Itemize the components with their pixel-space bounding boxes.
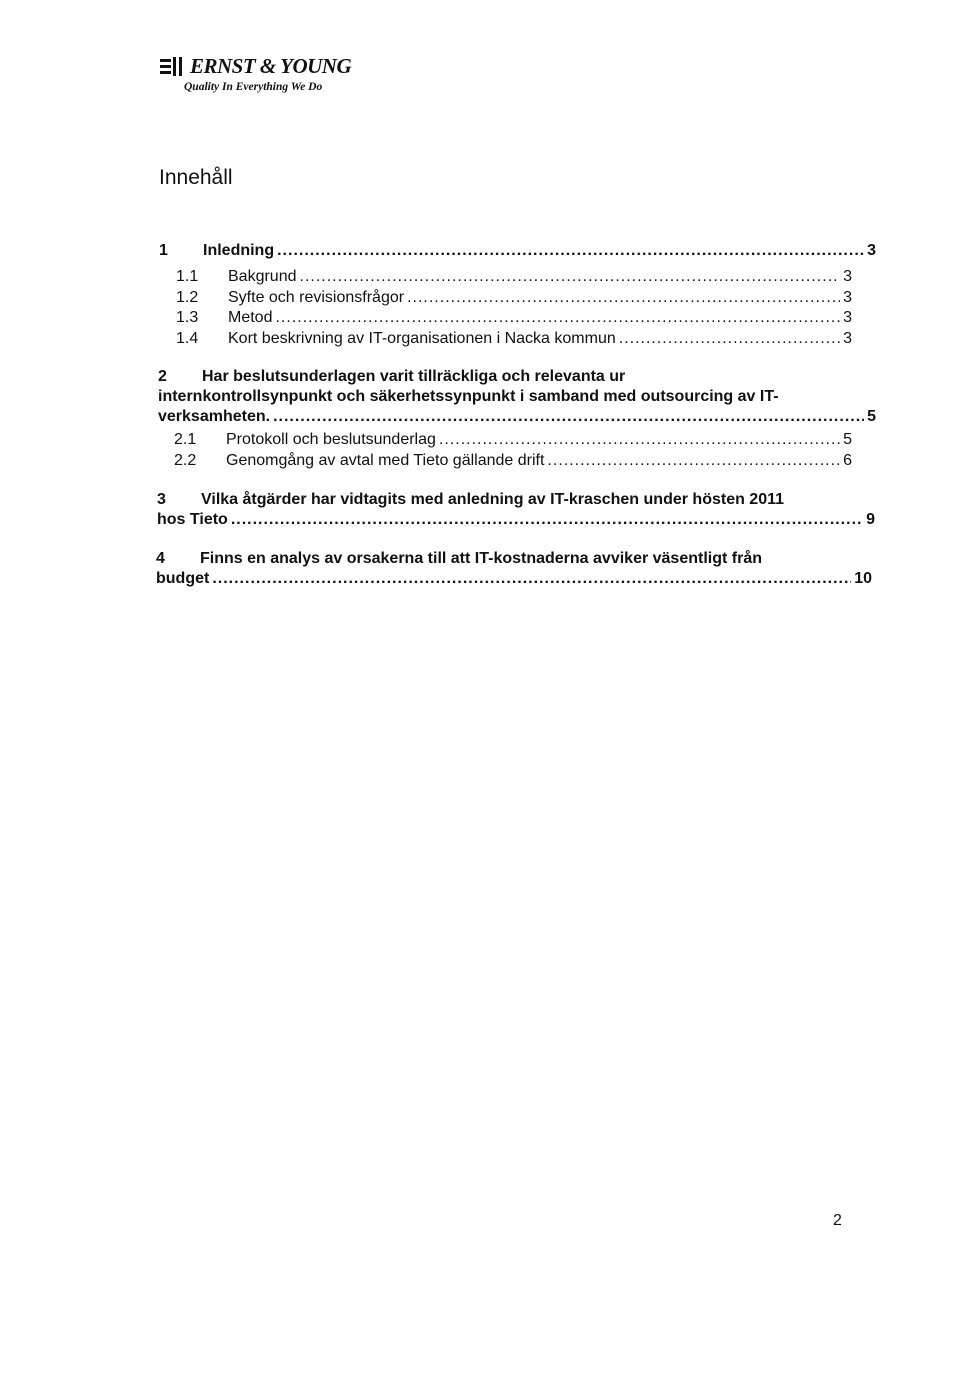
toc-entry-number: 2.1 — [174, 431, 197, 448]
toc-entry-2-2[interactable] — [174, 452, 852, 470]
toc-leader-dots — [439, 431, 840, 449]
toc-entry-2[interactable] — [158, 367, 878, 427]
toc-entry-title: Metod — [228, 309, 273, 326]
toc-entry-title-line3: verksamheten. — [158, 408, 271, 425]
toc-entry-page: 6 — [843, 452, 852, 469]
toc-entry-1-3[interactable] — [176, 309, 852, 327]
toc-entry-number: 4 — [156, 550, 165, 567]
toc-entry-title: Inledning — [203, 242, 275, 259]
toc-entry-number: 1.3 — [176, 309, 199, 326]
logo-name: ERNST & YOUNG — [190, 54, 352, 78]
toc-entry-title-line2: internkontrollsynpunkt och säkerhetssynpunkt i samband med outsourcing av IT- — [158, 388, 779, 405]
toc-entry-number: 1.2 — [176, 289, 199, 306]
toc-leader-dots — [231, 510, 863, 530]
toc-entry-1[interactable] — [159, 242, 876, 260]
toc-entry-1-1[interactable] — [176, 268, 852, 286]
toc-leader-dots — [212, 569, 851, 589]
toc-leader-dots — [273, 407, 864, 427]
toc-entry-number: 1.4 — [176, 330, 199, 347]
toc-entry-1-2[interactable] — [176, 289, 852, 307]
toc-entry-page: 3 — [843, 268, 852, 285]
toc-entry-page: 5 — [843, 431, 852, 448]
toc-entry-page: 3 — [843, 330, 852, 347]
toc-entry-4[interactable] — [156, 549, 876, 589]
logo-tagline: Quality In Everything We Do — [184, 81, 323, 93]
toc-entry-number: 1.1 — [176, 268, 199, 285]
toc-entry-title: Bakgrund — [228, 268, 297, 285]
toc-entry-title-line1: Finns en analys av orsakerna till att IT-kostnaderna avviker väsentligt från — [200, 550, 762, 567]
toc-entry-title-line2: budget — [156, 570, 210, 587]
toc-leader-dots — [300, 268, 841, 286]
toc-leader-dots — [275, 309, 840, 327]
ernst-young-logo — [160, 54, 351, 93]
page-title: Innehåll — [159, 166, 233, 189]
toc-leader-dots — [547, 452, 840, 470]
toc-entry-title-line1: Vilka åtgärder har vidtagits med anledning av IT-kraschen under hösten 2011 — [201, 491, 785, 508]
toc-entry-number: 1 — [159, 242, 168, 259]
toc-entry-page: 9 — [866, 511, 875, 528]
toc-leader-dots — [277, 242, 864, 260]
toc-entry-title: Syfte och revisionsfrågor — [228, 289, 405, 306]
toc-entry-3[interactable] — [157, 490, 877, 530]
toc-entry-1-4[interactable] — [176, 330, 852, 348]
toc-entry-page: 3 — [843, 289, 852, 306]
toc-entry-page: 3 — [867, 242, 876, 259]
toc-entry-page: 3 — [843, 309, 852, 326]
toc-entry-title: Kort beskrivning av IT-organisationen i Nacka kommun — [228, 330, 616, 347]
toc-entry-page: 10 — [854, 570, 872, 587]
toc-entry-title-line1: Har beslutsunderlagen varit tillräckliga och relevanta ur — [202, 368, 626, 385]
toc-entry-2-1[interactable] — [174, 431, 852, 449]
page-number: 2 — [833, 1212, 842, 1229]
toc-entry-title: Genomgång av avtal med Tieto gällande drift — [226, 452, 545, 469]
toc-entry-number: 2.2 — [174, 452, 197, 469]
toc-entry-title: Protokoll och beslutsunderlag — [226, 431, 436, 448]
toc-leader-dots — [619, 330, 840, 348]
toc-leader-dots — [407, 289, 840, 307]
toc-entry-number: 2 — [158, 368, 167, 385]
toc-entry-title-line2: hos Tieto — [157, 511, 228, 528]
ey-logo-icon — [160, 56, 184, 78]
toc-entry-number: 3 — [157, 491, 166, 508]
toc-entry-page: 5 — [867, 408, 876, 425]
